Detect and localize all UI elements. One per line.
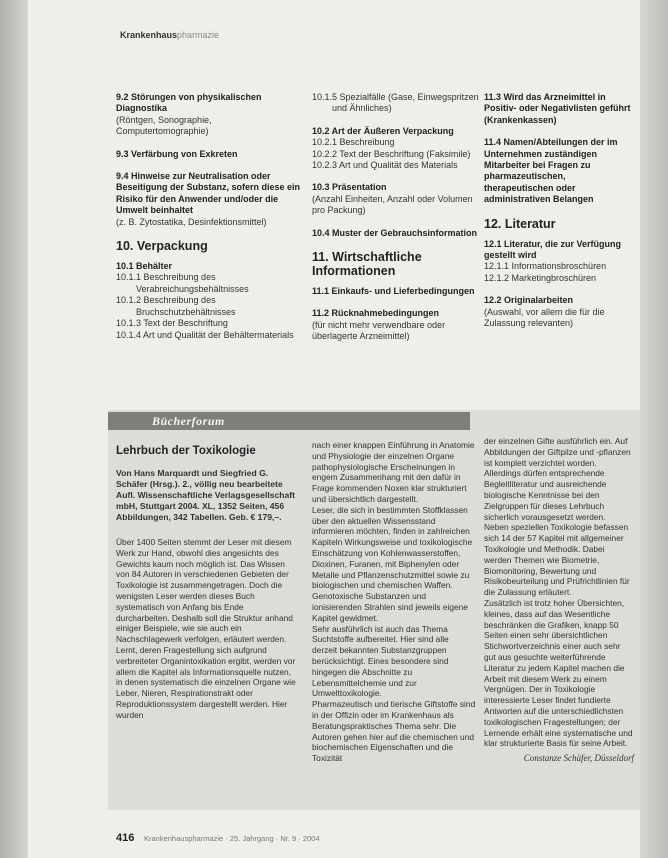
section-11-2-title: 11.2 Rücknahmebedingungen	[312, 308, 440, 319]
review-paragraph: der einzelnen Gifte ausführlich ein. Auf Abbildungen der Giftpilze und -pflanzen ist komplett verzichtet worden. Allerdings dürfen entsprechende Begleitliteratur und ausreichende biologische Kenntnisse bei den Zielgruppen für dieses Lehrbuch sicherlich vorausgesetzt werden.	[484, 436, 631, 522]
section-12-2-text: (Auswahl, vor allem die für die Zulassung relevanten)	[484, 306, 605, 329]
section-11-1-title: 11.1 Einkaufs- und Lieferbedingungen	[312, 286, 475, 297]
section-9-4-text: (z. B. Zytostatika, Desinfektionsmittel)	[116, 216, 267, 227]
section-9-2-text: (Röntgen, Sonographie, Computertomographie)	[116, 114, 212, 137]
column-1	[116, 92, 301, 341]
review-book-meta: Von Hans Marquardt und Siegfried G. Schäfer (Hrsg.). 2., völlig neu bearbeitete Aufl. Wissenschaftliche Verlagsgesellschaft mbH, Stuttgart 2004. XL, 1352 Seiten, 456 Abbildungen, 342 Tabellen. Geb. € 179,–.	[116, 468, 296, 522]
section-10-3-text: (Anzahl Einheiten, Anzahl oder Volumen pro Packung)	[312, 193, 473, 216]
section-10-4-title: 10.4 Muster der Gebrauchsinformation	[312, 227, 478, 238]
section-10-1-3: 10.1.3 Text der Beschriftung	[116, 318, 228, 329]
section-10-3-title: 10.3 Präsentation	[312, 182, 387, 193]
review-paragraph: Über 1400 Seiten stemmt der Leser mit diesem Werk zur Hand, obwohl dies angesichts des Gewichts kaum noch möglich ist. Das Wissen von 84 Autoren in verschiedenen Gebieten der Toxikologie ist zusammengetragen. Doch die wenigsten Leser werden dieses Buch systematisch von Anfang bis Ende durcharbeiten. Deshalb soll die Struktur anhand einiger Beispiele, wie sie auch ein Nachschlagewerk verfolgen, erläutert werden.	[116, 537, 293, 645]
section-9-3-title: 9.3 Verfärbung von Exkreten	[116, 148, 238, 159]
page-gutter-shadow	[0, 0, 28, 858]
heading-11: 11. Wirtschaftliche Informationen	[312, 250, 422, 279]
section-10-1-title: 10.1 Behälter	[116, 261, 173, 272]
section-12-1-title: 12.1 Literatur, die zur Verfügung gestellt wird	[484, 238, 622, 261]
review-paragraph: Sehr ausführlich ist auch das Thema Suchtstoffe aufbereitet. Hier sind alle derzeit bekannten Substanzgruppen berücksichtigt. Eines besondere sind hingegen die Abschnitte zu Lebensmittelchemie und zur Umwelttoxikologie.	[312, 623, 449, 699]
section-10-1-5: 10.1.5 Spezialfälle (Gase, Einwegspritzen und Ähnliches)	[312, 92, 479, 114]
section-11-4-title: 11.4 Namen/Abteilungen der im Unternehmen zuständigen Mitarbeiter bei Fragen zu pharmazeutischen, therapeutischen oder administrativen Belangen	[484, 137, 618, 205]
review-column-3	[484, 436, 634, 764]
review-column-2	[312, 440, 476, 764]
section-12-1-1: 12.1.1 Informationsbroschüren	[484, 261, 607, 272]
review-paragraph: Pharmazeutisch und tierische Giftstoffe sind in der Offizin oder im Krankenhaus als Beratungspraktisches Thema sehr. Die Autoren gehen hier auf die chemischen und biochemischen Eigenschaften und die Toxizität	[312, 699, 476, 764]
section-11-3-title: 11.3 Wird das Arzneimittel in Positiv- oder Negativlisten geführt (Krankenkassen)	[484, 92, 631, 125]
section-9-2-title: 9.2 Störungen von physikalischen Diagnostika	[116, 92, 262, 114]
review-paragraph: nach einer knappen Einführung in Anatomie und Physiologie der einzelnen Organe pathophysiologische Erscheinungen in engem Zusammenhang mit den dafür in Frage kommenden Noxen klar strukturiert und übersichtlich dargestellt.	[312, 440, 475, 504]
running-head	[120, 30, 219, 40]
review-paragraph: Neben speziellen Toxikologie befassen sich 14 der 57 Kapitel mit allgemeiner Toxikologie und Methodik. Dabei werden Themen wie Biometrie, Biomonitoring, Bewertung und Risikobeurteilung und Prüfrichtlinien für die Zulassung erläutert.	[484, 522, 630, 598]
heading-12: 12. Literatur	[484, 216, 556, 231]
page-edge	[640, 0, 668, 858]
section-10-2-title: 10.2 Art der Äußeren Verpackung	[312, 125, 454, 136]
section-12-2-title: 12.2 Originalarbeiten	[484, 295, 574, 306]
running-head-thin: pharmazie	[177, 30, 220, 40]
section-10-2-1: 10.2.1 Beschreibung	[312, 137, 395, 148]
section-11-2-text: (für nicht mehr verwendbare oder überlagerte Arzneimittel)	[312, 319, 446, 342]
section-10-1-1: 10.1.1 Beschreibung des Verabreichungsbehältnisses	[116, 272, 249, 294]
section-10-2-3: 10.2.3 Art und Qualität des Materials	[312, 160, 458, 171]
column-3	[484, 92, 634, 341]
review-paragraph: Leser, die sich in bestimmten Stoffklassen über den aktuellen Wissensstand informieren möchten, finden in zahlreichen Kapiteln Wirkungsweise und toxikologische Einschätzung von Kohlenwasserstoffen, Dioxinen, Furanen, mit Biphenylen oder Metalle und Pflanzenschutzmittel sowie zu biologischen und chemischen Waffen. Genotoxische Substanzen und ionisierenden Strahlen sind jeweils eigene Kapitel gewidmet.	[312, 504, 473, 623]
review-paragraph: Zusätzlich ist trotz hoher Übersichten, kleines, dass auf das Wesentliche beschränken die Grafiken, knapp 50 Seiten einen sehr übersichtlichen Stichwortverzeichnis einer auch sehr gut aus gesuchte weiterführende Literatur zu jedem Kapitel machen die Arbeit mit diesem Werk zu einem Vergnügen. Der in Toxikologie interessierte Leser findet fundierte Antworten auf die unterschiedlichsten toxikologischen Fragestellungen; der Lernende erhält eine systematische und klar strukturierte Basis für seine Arbeit.	[484, 597, 633, 749]
journal-info: Krankenhauspharmazie · 25. Jahrgang · Nr. 9 · 2004	[144, 834, 320, 843]
section-12-1-2: 12.1.2 Marketingbroschüren	[484, 272, 597, 283]
book-review-banner-label: Bücherforum	[152, 414, 225, 428]
section-10-1-2: 10.1.2 Beschreibung des Bruchschutzbehältnisses	[116, 295, 236, 317]
column-2	[312, 92, 482, 354]
running-head-bold: Krankenhaus	[120, 30, 178, 40]
review-signature: Constanze Schäfer, Düsseldorf	[523, 753, 634, 764]
review-paragraph: Lernt, deren Fragestellung sich aufgrund verbreiteter Organintoxikation ergibt, werden vor allem die Kapitel als Informationsquelle nutzen, in denen systematisch die einzelnen Organe wie Leber, Nieren, Respirationstrakt oder Reproduktionssystem dargestellt werden. Hier wurden	[116, 644, 296, 720]
page-number: 416	[116, 832, 135, 844]
review-column-1	[116, 444, 298, 721]
review-title: Lehrbuch der Toxikologie	[116, 445, 256, 457]
section-9-4-title: 9.4 Hinweise zur Neutralisation oder Beseitigung der Substanz, sofern diese ein Risiko für den Anwender und/oder die Umwelt beinhaltet	[116, 171, 301, 216]
heading-10: 10. Verpackung	[116, 239, 208, 254]
section-10-1-4: 10.1.4 Art und Qualität der Behältermaterials	[116, 329, 294, 340]
section-10-2-2: 10.2.2 Text der Beschriftung (Faksimile)	[312, 148, 471, 159]
